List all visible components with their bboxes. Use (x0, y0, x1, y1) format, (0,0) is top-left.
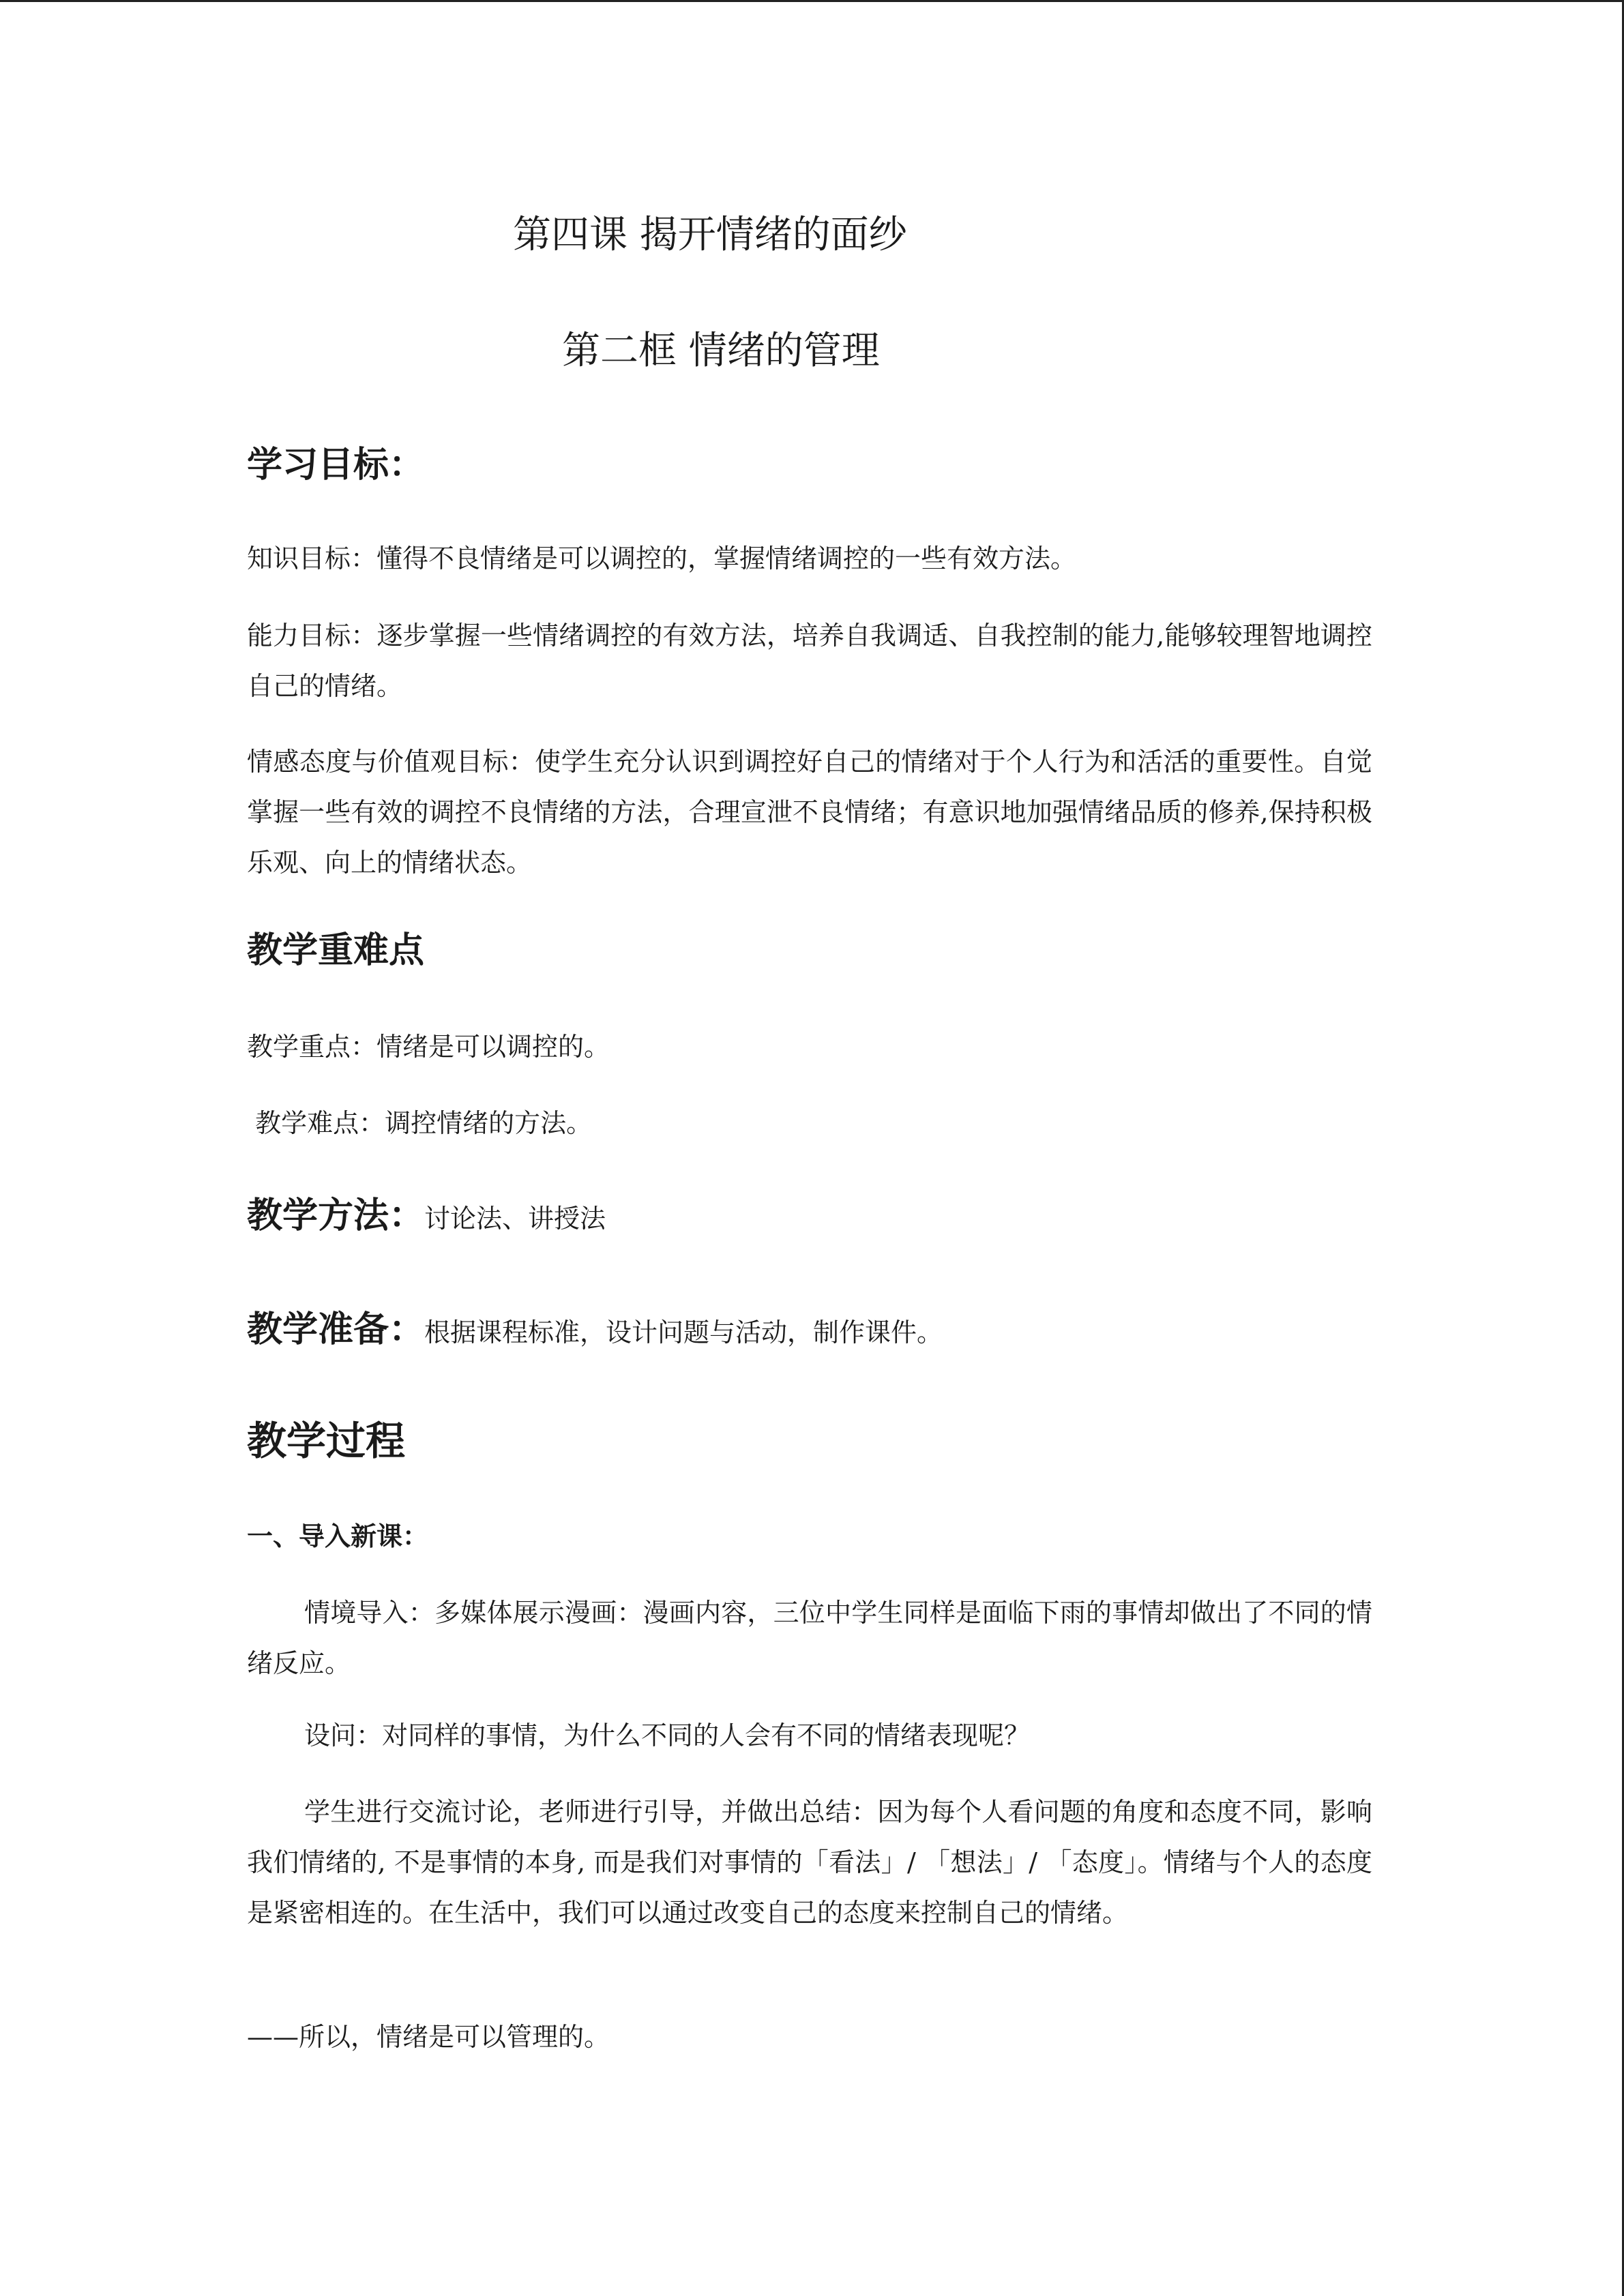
ability-objective: 能力目标：逐步掌握一些情绪调控的有效方法，培养自我调适、自我控制的能力,能够较理智地调控自己的情绪。 (247, 621, 1372, 701)
methods-row (247, 1194, 606, 1240)
process-heading: 教学过程 (247, 1418, 406, 1464)
methods-text: 讨论法、讲授法 (424, 1204, 606, 1234)
section-title: 第二框 情绪的管理 (562, 329, 880, 373)
process-para-1: 情境导入：多媒体展示漫画：漫画内容，三位中学生同样是面临下雨的事情却做出了不同的情绪反应。 (247, 1598, 1372, 1678)
emotion-objective: 情感态度与价值观目标：使学生充分认识到调控好自己的情绪对于个人行为和活活的重要性。自觉掌握一些有效的调控不良情绪的方法，合理宣泄不良情绪；有意识地加强情绪品质的修养,保持积极乐观、向上的情绪状态。 (247, 747, 1372, 878)
preparation-heading: 教学准备： (247, 1309, 425, 1350)
step1-heading: 一、导入新课： (247, 1521, 429, 1551)
knowledge-objective: 知识目标：懂得不良情绪是可以调控的，掌握情绪调控的一些有效方法。 (247, 543, 1077, 573)
process-para-2: 设问：对同样的事情，为什么不同的人会有不同的情绪表现呢？ (304, 1720, 1031, 1750)
teaching-difficulty: 教学难点：调控情绪的方法。 (247, 1108, 593, 1138)
preparation-text: 根据课程标准，设计问题与活动，制作课件。 (424, 1317, 943, 1347)
key-points-heading: 教学重难点 (247, 930, 425, 971)
process-para-3: 学生进行交流讨论，老师进行引导，并做出总结：因为每个人看问题的角度和态度不同，影响我们情绪的, 不是事情的本身, 而是我们对事情的「看法」/ 「想法」/ 「态度」。情绪与个人的态度是紧密相连的。在生活中，我们可以通过改变自己的态度来控制自己的情绪。 (247, 1797, 1372, 1928)
teaching-focus: 教学重点：情绪是可以调控的。 (247, 1032, 610, 1062)
methods-heading: 教学方法： (247, 1195, 425, 1236)
lesson-title: 第四课 揭开情绪的面纱 (513, 213, 907, 257)
process-conclusion: ——所以，情绪是可以管理的。 (247, 2022, 610, 2052)
preparation-row (247, 1308, 943, 1354)
objectives-heading: 学习目标： (247, 445, 425, 486)
